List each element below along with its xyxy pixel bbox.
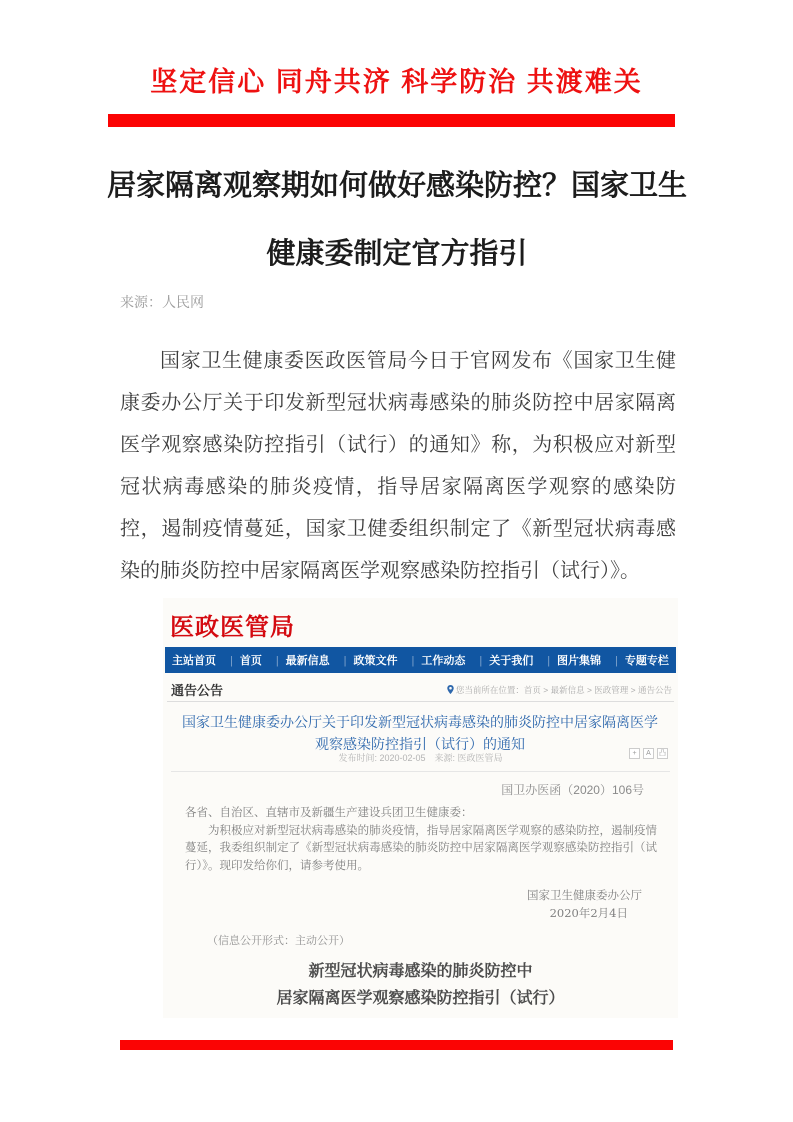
letter-body — [185, 804, 657, 874]
title-divider — [171, 771, 670, 772]
signature-organization: 国家卫生健康委办公厅 — [527, 888, 642, 902]
letter-paragraph: 为积极应对新型冠状病毒感染的肺炎疫情，指导居家隔离医学观察的感染防控，遏制疫情蔓延，我委组织制定了《新型冠状病毒感染的肺炎防控中居家隔离医学观察感染防控指引（试行）》。现印发给你们，请参考使用。 — [185, 822, 657, 872]
article-paragraph: 国家卫生健康委医政医管局今日于官网发布《国家卫生健康委办公厅关于印发新型冠状病毒感染的肺炎防控中居家隔离医学观察感染防控指引（试行）的通知》称，为积极应对新型冠状病毒感染的肺炎疫情，指导居家隔离医学观察的感染防控，遏制疫情蔓延，国家卫健委组织制定了《新型冠状病毒感染的肺炎防控中居家隔离医学观察感染防控指引（试行）》。 — [120, 350, 676, 582]
document-number: 国卫办医函（2020）106号 — [501, 783, 644, 797]
attachment-title-line1: 新型冠状病毒感染的肺炎防控中 — [308, 963, 533, 980]
bottom-red-divider — [120, 1040, 673, 1050]
embedded-website-screenshot — [163, 598, 678, 1018]
nav-item-policy[interactable]: 政策文件 | — [354, 652, 415, 668]
nav-item-gallery[interactable]: 图片集锦 | — [557, 652, 618, 668]
disclosure-note: （信息公开形式：主动公开） — [207, 934, 350, 947]
notice-title-link[interactable]: 国家卫生健康委办公厅关于印发新型冠状病毒感染的肺炎防控中居家隔离医学观察感染防控指引（试行）的通知 — [182, 714, 658, 752]
signature-date: 2020年2月4日 — [549, 906, 628, 920]
breadcrumb[interactable] — [447, 684, 672, 696]
nav-item-about[interactable]: 关于我们 | — [489, 652, 550, 668]
source-label: 来源：人民网 — [120, 294, 204, 310]
location-pin-icon — [447, 685, 454, 694]
print-icon[interactable]: 凸 — [659, 750, 666, 757]
notice-meta: 发布时间: 2020-02-05 来源: 医政医管局 — [338, 753, 503, 763]
attachment-title — [163, 958, 678, 1012]
nav-item-latest[interactable]: 最新信息 | — [286, 652, 347, 668]
nav-item-special[interactable]: 专题专栏 — [624, 655, 669, 667]
site-logo: 医政医管局 — [170, 614, 295, 641]
meta-toolbar — [629, 748, 668, 759]
section-header-row — [167, 678, 674, 702]
font-size-icon[interactable]: A — [643, 748, 654, 759]
banner-slogan: 坚定信心 同舟共济 科学防治 共渡难关 — [150, 67, 643, 97]
nav-item-home[interactable]: 首页 | — [240, 652, 279, 668]
attachment-title-line2: 居家隔离医学观察感染防控指引（试行） — [276, 990, 565, 1007]
nav-item-home-main[interactable]: 主站首页 | — [172, 652, 233, 668]
nav-item-work[interactable]: 工作动态 | — [421, 652, 482, 668]
top-red-divider — [108, 114, 675, 127]
site-navbar — [165, 647, 676, 673]
page-title: 居家隔离观察期如何做好感染防控？国家卫生健康委制定官方指引 — [106, 170, 687, 270]
section-title: 通告公告 — [171, 683, 224, 698]
share-icon[interactable]: + — [629, 748, 640, 759]
letter-salutation: 各省、自治区、直辖市及新疆生产建设兵团卫生健康委： — [185, 805, 473, 819]
breadcrumb-text: 您当前所在位置：首页 > 最新信息 > 医政管理 > 通告公告 — [455, 685, 672, 695]
